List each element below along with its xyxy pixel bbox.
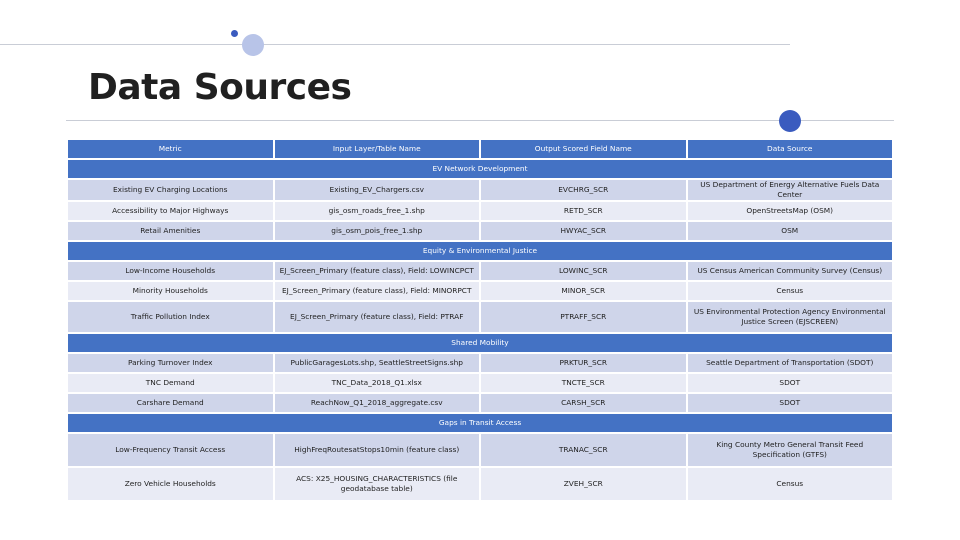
table-row bbox=[68, 394, 892, 412]
cell-source: Census bbox=[688, 282, 893, 300]
section-label: Equity & Environmental Justice bbox=[68, 242, 892, 260]
title-underline bbox=[66, 120, 894, 121]
cell-output: ZVEH_SCR bbox=[481, 468, 686, 500]
cell-metric: Minority Households bbox=[68, 282, 273, 300]
cell-source: SDOT bbox=[688, 374, 893, 392]
cell-metric: Accessibility to Major Highways bbox=[68, 202, 273, 220]
cell-output: EVCHRG_SCR bbox=[481, 180, 686, 200]
table-row bbox=[68, 222, 892, 240]
section-label: Shared Mobility bbox=[68, 334, 892, 352]
section-label: EV Network Development bbox=[68, 160, 892, 178]
cell-input: EJ_Screen_Primary (feature class), Field: MINORPCT bbox=[275, 282, 480, 300]
section-label: Gaps in Transit Access bbox=[68, 414, 892, 432]
cell-input: Existing_EV_Chargers.csv bbox=[275, 180, 480, 200]
cell-input: EJ_Screen_Primary (feature class), Field: PTRAF bbox=[275, 302, 480, 332]
cell-output: PRKTUR_SCR bbox=[481, 354, 686, 372]
cell-output: RETD_SCR bbox=[481, 202, 686, 220]
cell-source: SDOT bbox=[688, 394, 893, 412]
table-row bbox=[68, 468, 892, 500]
table-row bbox=[68, 180, 892, 200]
cell-output: TRANAC_SCR bbox=[481, 434, 686, 466]
data-sources-table bbox=[66, 138, 894, 502]
table-row bbox=[68, 434, 892, 466]
cell-output: LOWINC_SCR bbox=[481, 262, 686, 280]
cell-metric: Existing EV Charging Locations bbox=[68, 180, 273, 200]
table-row bbox=[68, 374, 892, 392]
cell-input: HighFreqRoutesatStops10min (feature class) bbox=[275, 434, 480, 466]
cell-metric: Parking Turnover Index bbox=[68, 354, 273, 372]
cell-source: US Environmental Protection Agency Environmental Justice Screen (EJSCREEN) bbox=[688, 302, 893, 332]
section-row bbox=[68, 160, 892, 178]
table-row bbox=[68, 262, 892, 280]
cell-metric: Low-Income Households bbox=[68, 262, 273, 280]
table-row bbox=[68, 282, 892, 300]
section-row bbox=[68, 242, 892, 260]
cell-input: ACS: X25_HOUSING_CHARACTERISTICS (file geodatabase table) bbox=[275, 468, 480, 500]
cell-source: US Census American Community Survey (Census) bbox=[688, 262, 893, 280]
section-row bbox=[68, 414, 892, 432]
cell-source: Census bbox=[688, 468, 893, 500]
cell-metric: Zero Vehicle Households bbox=[68, 468, 273, 500]
table-row bbox=[68, 302, 892, 332]
top-divider-line bbox=[0, 44, 790, 45]
cell-input: ReachNow_Q1_2018_aggregate.csv bbox=[275, 394, 480, 412]
decor-dot-small bbox=[231, 30, 238, 37]
header-input-layer: Input Layer/Table Name bbox=[275, 140, 480, 158]
cell-metric: Retail Amenities bbox=[68, 222, 273, 240]
cell-input: EJ_Screen_Primary (feature class), Field: LOWINCPCT bbox=[275, 262, 480, 280]
table-row bbox=[68, 202, 892, 220]
decor-dot-large bbox=[242, 34, 264, 56]
table-row bbox=[68, 354, 892, 372]
cell-source: King County Metro General Transit Feed Specification (GTFS) bbox=[688, 434, 893, 466]
cell-output: TNCTE_SCR bbox=[481, 374, 686, 392]
cell-input: PublicGaragesLots.shp, SeattleStreetSigns.shp bbox=[275, 354, 480, 372]
cell-output: MINOR_SCR bbox=[481, 282, 686, 300]
header-output-field: Output Scored Field Name bbox=[481, 140, 686, 158]
cell-output: PTRAFF_SCR bbox=[481, 302, 686, 332]
page-title: Data Sources bbox=[88, 67, 352, 108]
cell-output: HWYAC_SCR bbox=[481, 222, 686, 240]
cell-source: Seattle Department of Transportation (SDOT) bbox=[688, 354, 893, 372]
table-header-row bbox=[68, 140, 892, 158]
cell-metric: Low-Frequency Transit Access bbox=[68, 434, 273, 466]
decor-dot-right bbox=[779, 110, 801, 132]
cell-metric: Carshare Demand bbox=[68, 394, 273, 412]
cell-source: OSM bbox=[688, 222, 893, 240]
cell-input: gis_osm_pois_free_1.shp bbox=[275, 222, 480, 240]
section-row bbox=[68, 334, 892, 352]
cell-source: US Department of Energy Alternative Fuels Data Center bbox=[688, 180, 893, 200]
cell-source: OpenStreetsMap (OSM) bbox=[688, 202, 893, 220]
header-metric: Metric bbox=[68, 140, 273, 158]
cell-output: CARSH_SCR bbox=[481, 394, 686, 412]
cell-metric: TNC Demand bbox=[68, 374, 273, 392]
cell-metric: Traffic Pollution Index bbox=[68, 302, 273, 332]
cell-input: gis_osm_roads_free_1.shp bbox=[275, 202, 480, 220]
cell-input: TNC_Data_2018_Q1.xlsx bbox=[275, 374, 480, 392]
header-data-source: Data Source bbox=[688, 140, 893, 158]
